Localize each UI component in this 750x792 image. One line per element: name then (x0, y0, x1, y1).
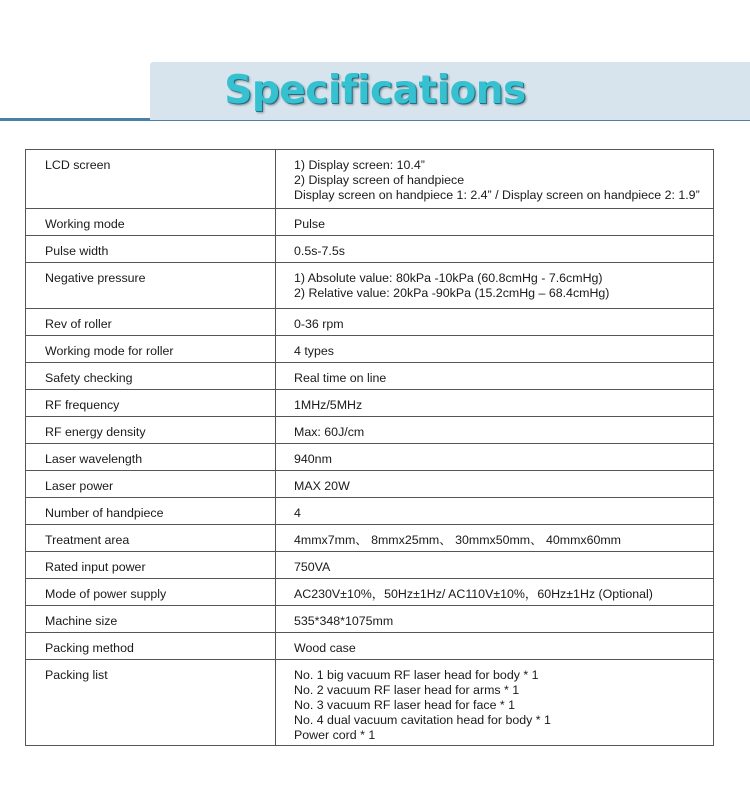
table-row (26, 363, 714, 390)
spec-value-cell (276, 633, 714, 660)
spec-value-cell (276, 552, 714, 579)
spec-label-cell (26, 336, 276, 363)
spec-label-cell (26, 660, 276, 746)
spec-value-line: Max: 60J/cm (294, 425, 365, 439)
table-row (26, 498, 714, 525)
spec-label-cell (26, 552, 276, 579)
spec-value-line: 940nm (294, 452, 332, 466)
specifications-table (25, 149, 714, 746)
spec-value-cell (276, 336, 714, 363)
spec-label-cell (26, 209, 276, 236)
spec-value-line: Pulse (294, 217, 325, 231)
spec-value-cell (276, 579, 714, 606)
table-row (26, 579, 714, 606)
spec-value-cell (276, 444, 714, 471)
spec-value-line: No. 4 dual vacuum cavitation head for body * 1 (294, 713, 551, 727)
spec-label: Treatment area (45, 533, 130, 547)
spec-label-cell (26, 633, 276, 660)
spec-value-cell (276, 209, 714, 236)
spec-value-line: 4 (294, 506, 301, 520)
table-row (26, 309, 714, 336)
spec-label-cell (26, 498, 276, 525)
spec-value-line: AC230V±10%，50Hz±1Hz/ AC110V±10%，60Hz±1Hz (Optional) (294, 587, 653, 601)
spec-label: Working mode (45, 217, 125, 231)
spec-value-cell (276, 236, 714, 263)
spec-value-line: 4 types (294, 344, 334, 358)
spec-value-line: No. 3 vacuum RF laser head for face * 1 (294, 698, 516, 712)
spec-label: Laser wavelength (45, 452, 143, 466)
spec-value-line: Display screen on handpiece 1: 2.4” / Display screen on handpiece 2: 1.9” (294, 188, 700, 202)
table-row (26, 660, 714, 746)
spec-value-cell (276, 417, 714, 444)
spec-label: RF frequency (45, 398, 120, 412)
spec-label-cell (26, 606, 276, 633)
table-row (26, 417, 714, 444)
table-row (26, 336, 714, 363)
spec-value-cell (276, 363, 714, 390)
spec-value-line: Power cord * 1 (294, 728, 376, 742)
spec-value-line: 750VA (294, 560, 331, 574)
spec-value-line: 1) Display screen: 10.4” (294, 158, 425, 172)
spec-value-line: Real time on line (294, 371, 387, 385)
table-row (26, 525, 714, 552)
spec-value-cell (276, 390, 714, 417)
spec-label: Packing method (45, 641, 134, 655)
spec-value-cell (276, 660, 714, 746)
spec-value-line: No. 2 vacuum RF laser head for arms * 1 (294, 683, 520, 697)
spec-value-line: 2) Relative value: 20kPa -90kPa (15.2cmHg – 68.4cmHg) (294, 286, 610, 300)
spec-label-cell (26, 390, 276, 417)
specifications-table-body (26, 150, 714, 746)
spec-label: Machine size (45, 614, 118, 628)
spec-value-line: 0-36 rpm (294, 317, 344, 331)
spec-value-cell (276, 309, 714, 336)
spec-label-cell (26, 471, 276, 498)
spec-label-cell (26, 150, 276, 209)
table-row (26, 209, 714, 236)
spec-label: Negative pressure (45, 271, 146, 285)
spec-value-cell (276, 150, 714, 209)
spec-label-cell (26, 444, 276, 471)
spec-label-cell (26, 263, 276, 309)
spec-label: Packing list (45, 668, 108, 682)
table-row (26, 390, 714, 417)
spec-label-cell (26, 363, 276, 390)
spec-value-cell (276, 471, 714, 498)
spec-label: Laser power (45, 479, 114, 493)
spec-label: LCD screen (45, 158, 111, 172)
table-row (26, 471, 714, 498)
spec-value-line: 2) Display screen of handpiece (294, 173, 465, 187)
spec-label: Rated input power (45, 560, 146, 574)
spec-label: Safety checking (45, 371, 133, 385)
spec-label-cell (26, 579, 276, 606)
spec-value-cell (276, 498, 714, 525)
spec-value-line: 4mmx7mm、 8mmx25mm、 30mmx50mm、 40mmx60mm (294, 533, 622, 547)
spec-label: Working mode for roller (45, 344, 174, 358)
spec-label: Rev of roller (45, 317, 112, 331)
spec-value-line: 1MHz/5MHz (294, 398, 363, 412)
spec-value-cell (276, 263, 714, 309)
spec-value-line: Wood case (294, 641, 356, 655)
table-row (26, 150, 714, 209)
spec-label: Number of handpiece (45, 506, 164, 520)
spec-value-line: 535*348*1075mm (294, 614, 394, 628)
spec-value-line: No. 1 big vacuum RF laser head for body * 1 (294, 668, 539, 682)
table-row (26, 606, 714, 633)
spec-value-line: MAX 20W (294, 479, 350, 493)
table-row (26, 552, 714, 579)
table-row (26, 263, 714, 309)
spec-label: Pulse width (45, 244, 109, 258)
spec-value-line: 1) Absolute value: 80kPa -10kPa (60.8cmHg - 7.6cmHg) (294, 271, 603, 285)
spec-label-cell (26, 525, 276, 552)
spec-label-cell (26, 309, 276, 336)
spec-value-line: 0.5s-7.5s (294, 244, 345, 258)
spec-label-cell (26, 236, 276, 263)
table-row (26, 236, 714, 263)
spec-value-cell (276, 606, 714, 633)
table-row (26, 633, 714, 660)
page-title: Specifications (224, 68, 526, 113)
spec-label: Mode of power supply (45, 587, 167, 601)
spec-value-cell (276, 525, 714, 552)
table-row (26, 444, 714, 471)
spec-label-cell (26, 417, 276, 444)
spec-label: RF energy density (45, 425, 146, 439)
